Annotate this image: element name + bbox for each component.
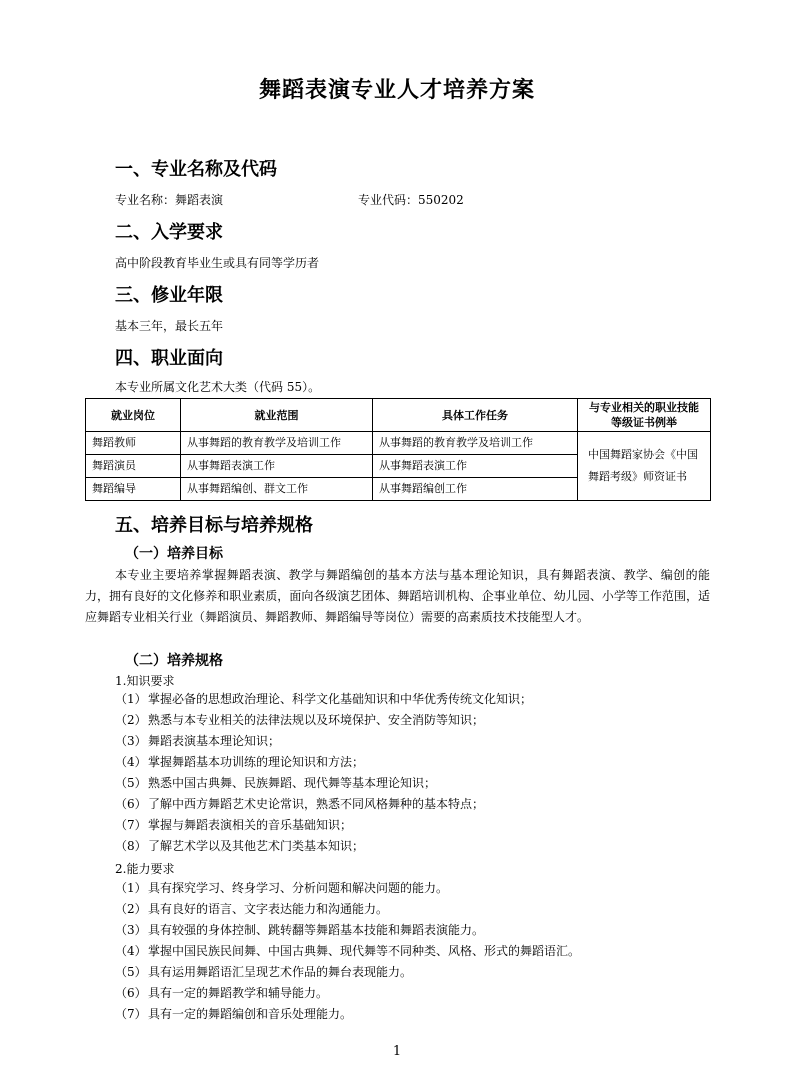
ability-list	[115, 878, 580, 1025]
section-heading-goals: 五、培养目标与培养规格	[115, 515, 313, 536]
table-header-cell: 与专业相关的职业技能等级证书例举	[578, 399, 711, 432]
table-cell-task: 从事舞蹈表演工作	[373, 455, 578, 478]
list-item: （4）掌握舞蹈基本功训练的理论知识和方法；	[115, 755, 365, 769]
list-item: （1）掌握必备的思想政治理论、科学文化基础知识和中华优秀传统文化知识；	[115, 692, 533, 706]
major-code: 专业代码：550202	[358, 193, 464, 207]
table-header-cell: 就业岗位	[86, 399, 181, 432]
ability-heading: 2.能力要求	[115, 862, 175, 876]
knowledge-list	[115, 689, 532, 857]
table-cell-scope: 从事舞蹈编创、群文工作	[181, 478, 373, 501]
list-item: （7）具有一定的舞蹈编创和音乐处理能力。	[115, 1007, 353, 1021]
goal-paragraph: 本专业主要培养掌握舞蹈表演、教学与舞蹈编创的基本方法与基本理论知识，具有舞蹈表演、教学、编创的能力，拥有良好的文化修养和职业素质，面向各级演艺团体、舞蹈培训机构、企事业单位、幼儿园、小学等工作范围，适应舞蹈专业相关行业（舞蹈演员、舞蹈教师、舞蹈编导等岗位）需要的高素质技术技能型人才。	[85, 568, 710, 624]
table-cell-position: 舞蹈教师	[86, 432, 181, 455]
list-item: （8）了解艺术学以及其他艺术门类基本知识；	[115, 839, 365, 853]
table-cell-position: 舞蹈编导	[86, 478, 181, 501]
document-title: 舞蹈表演专业人才培养方案	[258, 78, 535, 103]
admission-text: 高中阶段教育毕业生或具有同等学历者	[115, 256, 320, 270]
list-item: （1）具有探究学习、终身学习、分析问题和解决问题的能力。	[115, 881, 449, 895]
duration-text: 基本三年，最长五年	[115, 319, 224, 333]
subheading-spec: （二）培养规格	[125, 653, 223, 669]
table-cell-scope: 从事舞蹈的教育教学及培训工作	[181, 432, 373, 455]
list-item: （3）舞蹈表演基本理论知识；	[115, 734, 281, 748]
table-cell-scope: 从事舞蹈表演工作	[181, 455, 373, 478]
career-intro: 本专业所属文化艺术大类（代码 55）。	[115, 380, 321, 394]
table-cell-task: 从事舞蹈编创工作	[373, 478, 578, 501]
section-heading-major-name: 一、专业名称及代码	[115, 159, 277, 180]
table-header-cell: 就业范围	[181, 399, 373, 432]
page-number: 1	[392, 1044, 402, 1059]
list-item: （2）具有良好的语言、文字表达能力和沟通能力。	[115, 902, 389, 916]
knowledge-heading: 1.知识要求	[115, 674, 175, 688]
section-heading-career: 四、职业面向	[115, 348, 223, 369]
table-cell-position: 舞蹈演员	[86, 455, 181, 478]
list-item: （5）具有运用舞蹈语汇呈现艺术作品的舞台表现能力。	[115, 965, 413, 979]
table-header-row	[86, 399, 711, 432]
table-cell-task: 从事舞蹈的教育教学及培训工作	[373, 432, 578, 455]
list-item: （6）了解中西方舞蹈艺术史论常识，熟悉不同风格舞种的基本特点；	[115, 797, 485, 811]
table-cell-certificate: 中国舞蹈家协会《中国舞蹈考级》师资证书	[578, 432, 711, 501]
table-header-cell: 具体工作任务	[373, 399, 578, 432]
list-item: （4）掌握中国民族民间舞、中国古典舞、现代舞等不同种类、风格、形式的舞蹈语汇。	[115, 944, 581, 958]
list-item: （6）具有一定的舞蹈教学和辅导能力。	[115, 986, 329, 1000]
major-name: 专业名称：舞蹈表演	[115, 193, 224, 207]
list-item: （2）熟悉与本专业相关的法律法规以及环境保护、安全消防等知识；	[115, 713, 485, 727]
section-heading-admission: 二、入学要求	[115, 222, 223, 243]
subheading-goal: （一）培养目标	[125, 546, 223, 562]
list-item: （3）具有较强的身体控制、跳转翻等舞蹈基本技能和舞蹈表演能力。	[115, 923, 485, 937]
table-row	[86, 432, 711, 455]
career-table	[85, 398, 711, 501]
list-item: （7）掌握与舞蹈表演相关的音乐基础知识；	[115, 818, 353, 832]
list-item: （5）熟悉中国古典舞、民族舞蹈、现代舞等基本理论知识；	[115, 776, 437, 790]
section-heading-duration: 三、修业年限	[115, 285, 223, 306]
